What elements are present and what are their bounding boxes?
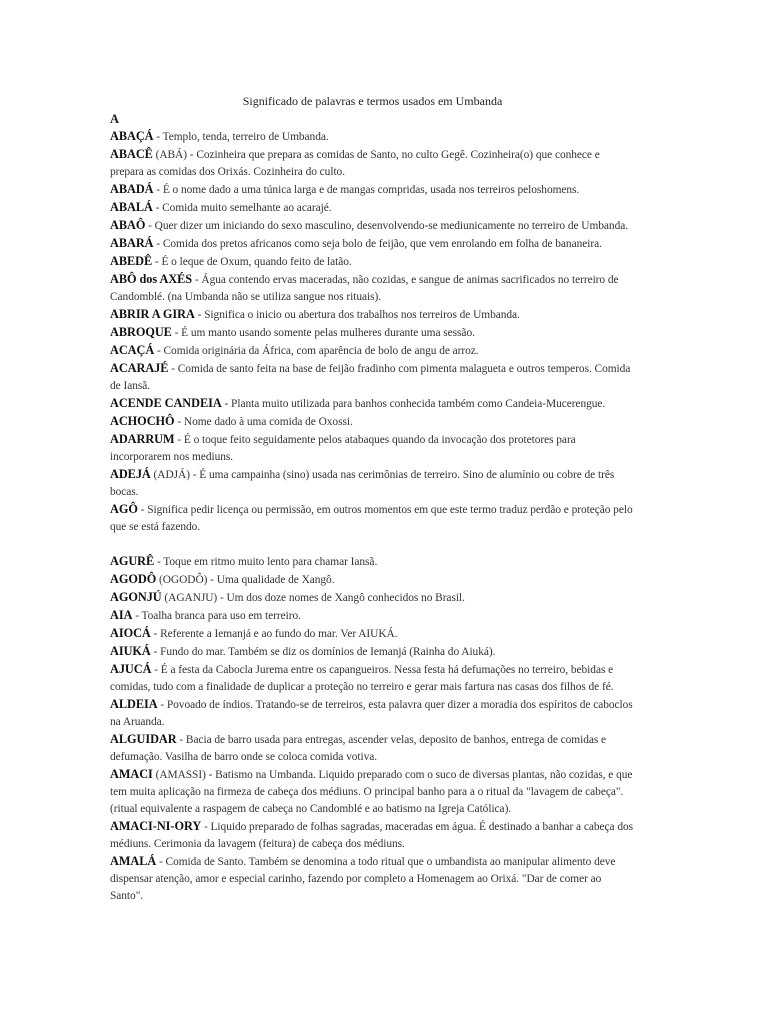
document-title: Significado de palavras e termos usados em Umbanda bbox=[242, 94, 503, 108]
glossary-entry bbox=[110, 306, 635, 324]
glossary-definition: (ABÁ) - Cozinheira que prepara as comidas de Santo, no culto Gegê. Cozinheira(o) que conhece e prepara as comidas dos Orixás. Cozinheira do culto. bbox=[110, 149, 600, 178]
glossary-entry bbox=[110, 589, 635, 607]
glossary-entry bbox=[110, 342, 635, 360]
glossary-part-1 bbox=[110, 128, 635, 536]
glossary-definition: - Referente a Iemanjá e ao fundo do mar. Ver AIUKÁ. bbox=[150, 628, 398, 640]
glossary-term: AMACI-NI-ORY bbox=[110, 819, 202, 833]
glossary-entry bbox=[110, 146, 635, 181]
section-letter: A bbox=[110, 112, 120, 126]
paragraph-gap bbox=[110, 536, 635, 553]
glossary-definition: - Comida de Santo. Também se denomina a todo ritual que o umbandista ao manipular alimento deve dispensar atenção, amor e especial carinho, fazendo por completo a Homenagem ao Orixá. "Dar de comer ao Santo". bbox=[110, 856, 616, 902]
glossary-term: AIA bbox=[110, 608, 133, 622]
glossary-definition: - É o nome dado a uma túnica larga e de mangas compridas, usada nos terreiros peloshomens. bbox=[153, 184, 580, 196]
glossary-term: AJUCÁ bbox=[110, 662, 152, 676]
glossary-entry bbox=[110, 217, 635, 235]
glossary-entry bbox=[110, 571, 635, 589]
glossary-definition: - Comida muito semelhante ao acarajé. bbox=[152, 202, 332, 214]
glossary-term: ADEJÁ bbox=[110, 467, 151, 481]
glossary-definition: - Significa pedir licença ou permissão, em outros momentos em que este termo traduz perdão e proteção pelo que se está fazendo. bbox=[110, 504, 633, 533]
glossary-entry bbox=[110, 235, 635, 253]
glossary-term: ABAÇÁ bbox=[110, 129, 154, 143]
glossary-entry bbox=[110, 696, 635, 731]
glossary-term: ABRIR A GIRA bbox=[110, 307, 195, 321]
glossary-entry bbox=[110, 731, 635, 766]
glossary-term: AGURÊ bbox=[110, 554, 155, 568]
glossary-entry bbox=[110, 413, 635, 431]
glossary-definition: - Liquido preparado de folhas sagradas, maceradas em água. É destinado a banhar a cabeça dos médiuns. Cerimonia da lavagem (feitura) de cabeça dos médiuns. bbox=[110, 821, 633, 850]
glossary-entry bbox=[110, 181, 635, 199]
glossary-definition: - Planta muito utilizada para banhos conhecida também como Candeia-Mucerengue. bbox=[221, 398, 606, 410]
glossary-entry bbox=[110, 818, 635, 853]
glossary-definition: - Povoado de índios. Tratando-se de terreiros, esta palavra quer dizer a moradia dos espíritos de caboclos na Aruanda. bbox=[110, 699, 633, 728]
glossary-term: ACENDE CANDEIA bbox=[110, 396, 222, 410]
glossary-term: AIUKÁ bbox=[110, 644, 151, 658]
glossary-entry bbox=[110, 395, 635, 413]
glossary-definition: (ADJÁ) - É uma campainha (sino) usada nas cerimônias de terreiro. Sino de alumínio ou cobre de três bocas. bbox=[110, 469, 615, 498]
glossary-term: ABROQUE bbox=[110, 325, 172, 339]
glossary-definition: - Templo, tenda, terreiro de Umbanda. bbox=[153, 131, 329, 143]
glossary-entry bbox=[110, 466, 635, 501]
glossary-entry bbox=[110, 360, 635, 395]
glossary-definition: - Toque em ritmo muito lento para chamar Iansã. bbox=[154, 556, 378, 568]
glossary-entry bbox=[110, 661, 635, 696]
glossary-term: ABARÁ bbox=[110, 236, 154, 250]
glossary-definition: - Comida dos pretos africanos como seja bolo de feijão, que vem enrolando em folha de bananeira. bbox=[153, 238, 602, 250]
glossary-term: ADARRUM bbox=[110, 432, 175, 446]
glossary-term: ABACÊ bbox=[110, 147, 153, 161]
glossary-definition: - Comida de santo feita na base de feijão fradinho com pimenta malagueta e outros temperos. Comida de Iansã. bbox=[110, 363, 631, 392]
glossary-definition: (AGANJU) - Um dos doze nomes de Xangô conhecidos no Brasil. bbox=[161, 592, 465, 604]
glossary-entry bbox=[110, 553, 635, 571]
glossary-entry bbox=[110, 199, 635, 217]
glossary-definition: - Fundo do mar. Também se diz os domínios de Iemanjá (Rainha do Aiuká). bbox=[150, 646, 496, 658]
glossary-term: ABADÁ bbox=[110, 182, 154, 196]
glossary-definition: - Água contendo ervas maceradas, não cozidas, e sangue de animas sacrificados no terreiro de Candomblé. (na Umbanda não se utiliza sangue nos rituais). bbox=[110, 274, 619, 303]
glossary-term: ACAÇÁ bbox=[110, 343, 155, 357]
glossary-definition: - Nome dado à uma comida de Oxossi. bbox=[174, 416, 353, 428]
glossary-entry bbox=[110, 853, 635, 905]
glossary-term: ACHOCHÔ bbox=[110, 414, 175, 428]
glossary-entry bbox=[110, 607, 635, 625]
glossary-definition: - É a festa da Cabocla Jurema entre os capangueiros. Nessa festa há defumações no terreiro, bebidas e comidas, tudo com a finalidade de duplicar a proteção no terreiro e gerar mais fartura nas casas dos filhos de fé. bbox=[110, 664, 614, 693]
glossary-term: AMACI bbox=[110, 767, 153, 781]
glossary-term: ALGUIDAR bbox=[110, 732, 177, 746]
glossary-term: AGÔ bbox=[110, 502, 138, 516]
glossary-entry bbox=[110, 271, 635, 306]
glossary-entry bbox=[110, 501, 635, 536]
glossary-definition: - É o toque feito seguidamente pelos atabaques quando da invocação dos protetores para incorporarem nos mediuns. bbox=[110, 434, 576, 463]
glossary-definition: - Comida originária da África, com aparência de bolo de angu de arroz. bbox=[154, 345, 479, 357]
glossary-term: ACARAJÉ bbox=[110, 361, 169, 375]
glossary-definition: (AMASSI) - Batismo na Umbanda. Liquido preparado com o suco de diversas plantas, não cozidas, e que tem muita aplicação na firmeza de cabeça dos médiuns. O principal banho para a o ritual da "lavagem de cabeça". (ritual equivalente a raspagem de cabeça no Candomblé e ao batismo na Igreja Católica). bbox=[110, 769, 633, 815]
glossary-definition: - É o leque de Oxum, quando feito de latão. bbox=[152, 256, 352, 268]
glossary-entry bbox=[110, 431, 635, 466]
document-page bbox=[110, 93, 635, 905]
glossary-entry bbox=[110, 253, 635, 271]
glossary-definition: - Quer dizer um iniciando do sexo masculino, desenvolvendo-se mediunicamente no terreiro de Umbanda. bbox=[145, 220, 629, 232]
glossary-entry bbox=[110, 643, 635, 661]
glossary-definition: - Bacia de barro usada para entregas, ascender velas, deposito de banhos, entrega de comidas e defumação. Vasilha de barro onde se coloca comida votiva. bbox=[110, 734, 607, 763]
glossary-term: AMALÁ bbox=[110, 854, 157, 868]
glossary-term: AIOCÁ bbox=[110, 626, 151, 640]
glossary-term: AGONJÚ bbox=[110, 590, 162, 604]
glossary-term: ABAÔ bbox=[110, 218, 146, 232]
glossary-term: ABEDÊ bbox=[110, 254, 153, 268]
glossary-entry bbox=[110, 625, 635, 643]
glossary-entry bbox=[110, 766, 635, 818]
glossary-part-2 bbox=[110, 553, 635, 905]
glossary-term: ABALÁ bbox=[110, 200, 153, 214]
glossary-entry bbox=[110, 324, 635, 342]
glossary-definition: - É um manto usando somente pelas mulheres durante uma sessão. bbox=[171, 327, 475, 339]
glossary-definition: (OGODÔ) - Uma qualidade de Xangô. bbox=[156, 574, 335, 586]
glossary-definition: - Toalha branca para uso em terreiro. bbox=[132, 610, 301, 622]
glossary-term: AGODÔ bbox=[110, 572, 157, 586]
glossary-term: ALDEIA bbox=[110, 697, 158, 711]
glossary-entry bbox=[110, 128, 635, 146]
glossary-definition: - Significa o inicio ou abertura dos trabalhos nos terreiros de Umbanda. bbox=[194, 309, 520, 321]
glossary-term: ABÔ dos AXÉS bbox=[110, 272, 193, 286]
